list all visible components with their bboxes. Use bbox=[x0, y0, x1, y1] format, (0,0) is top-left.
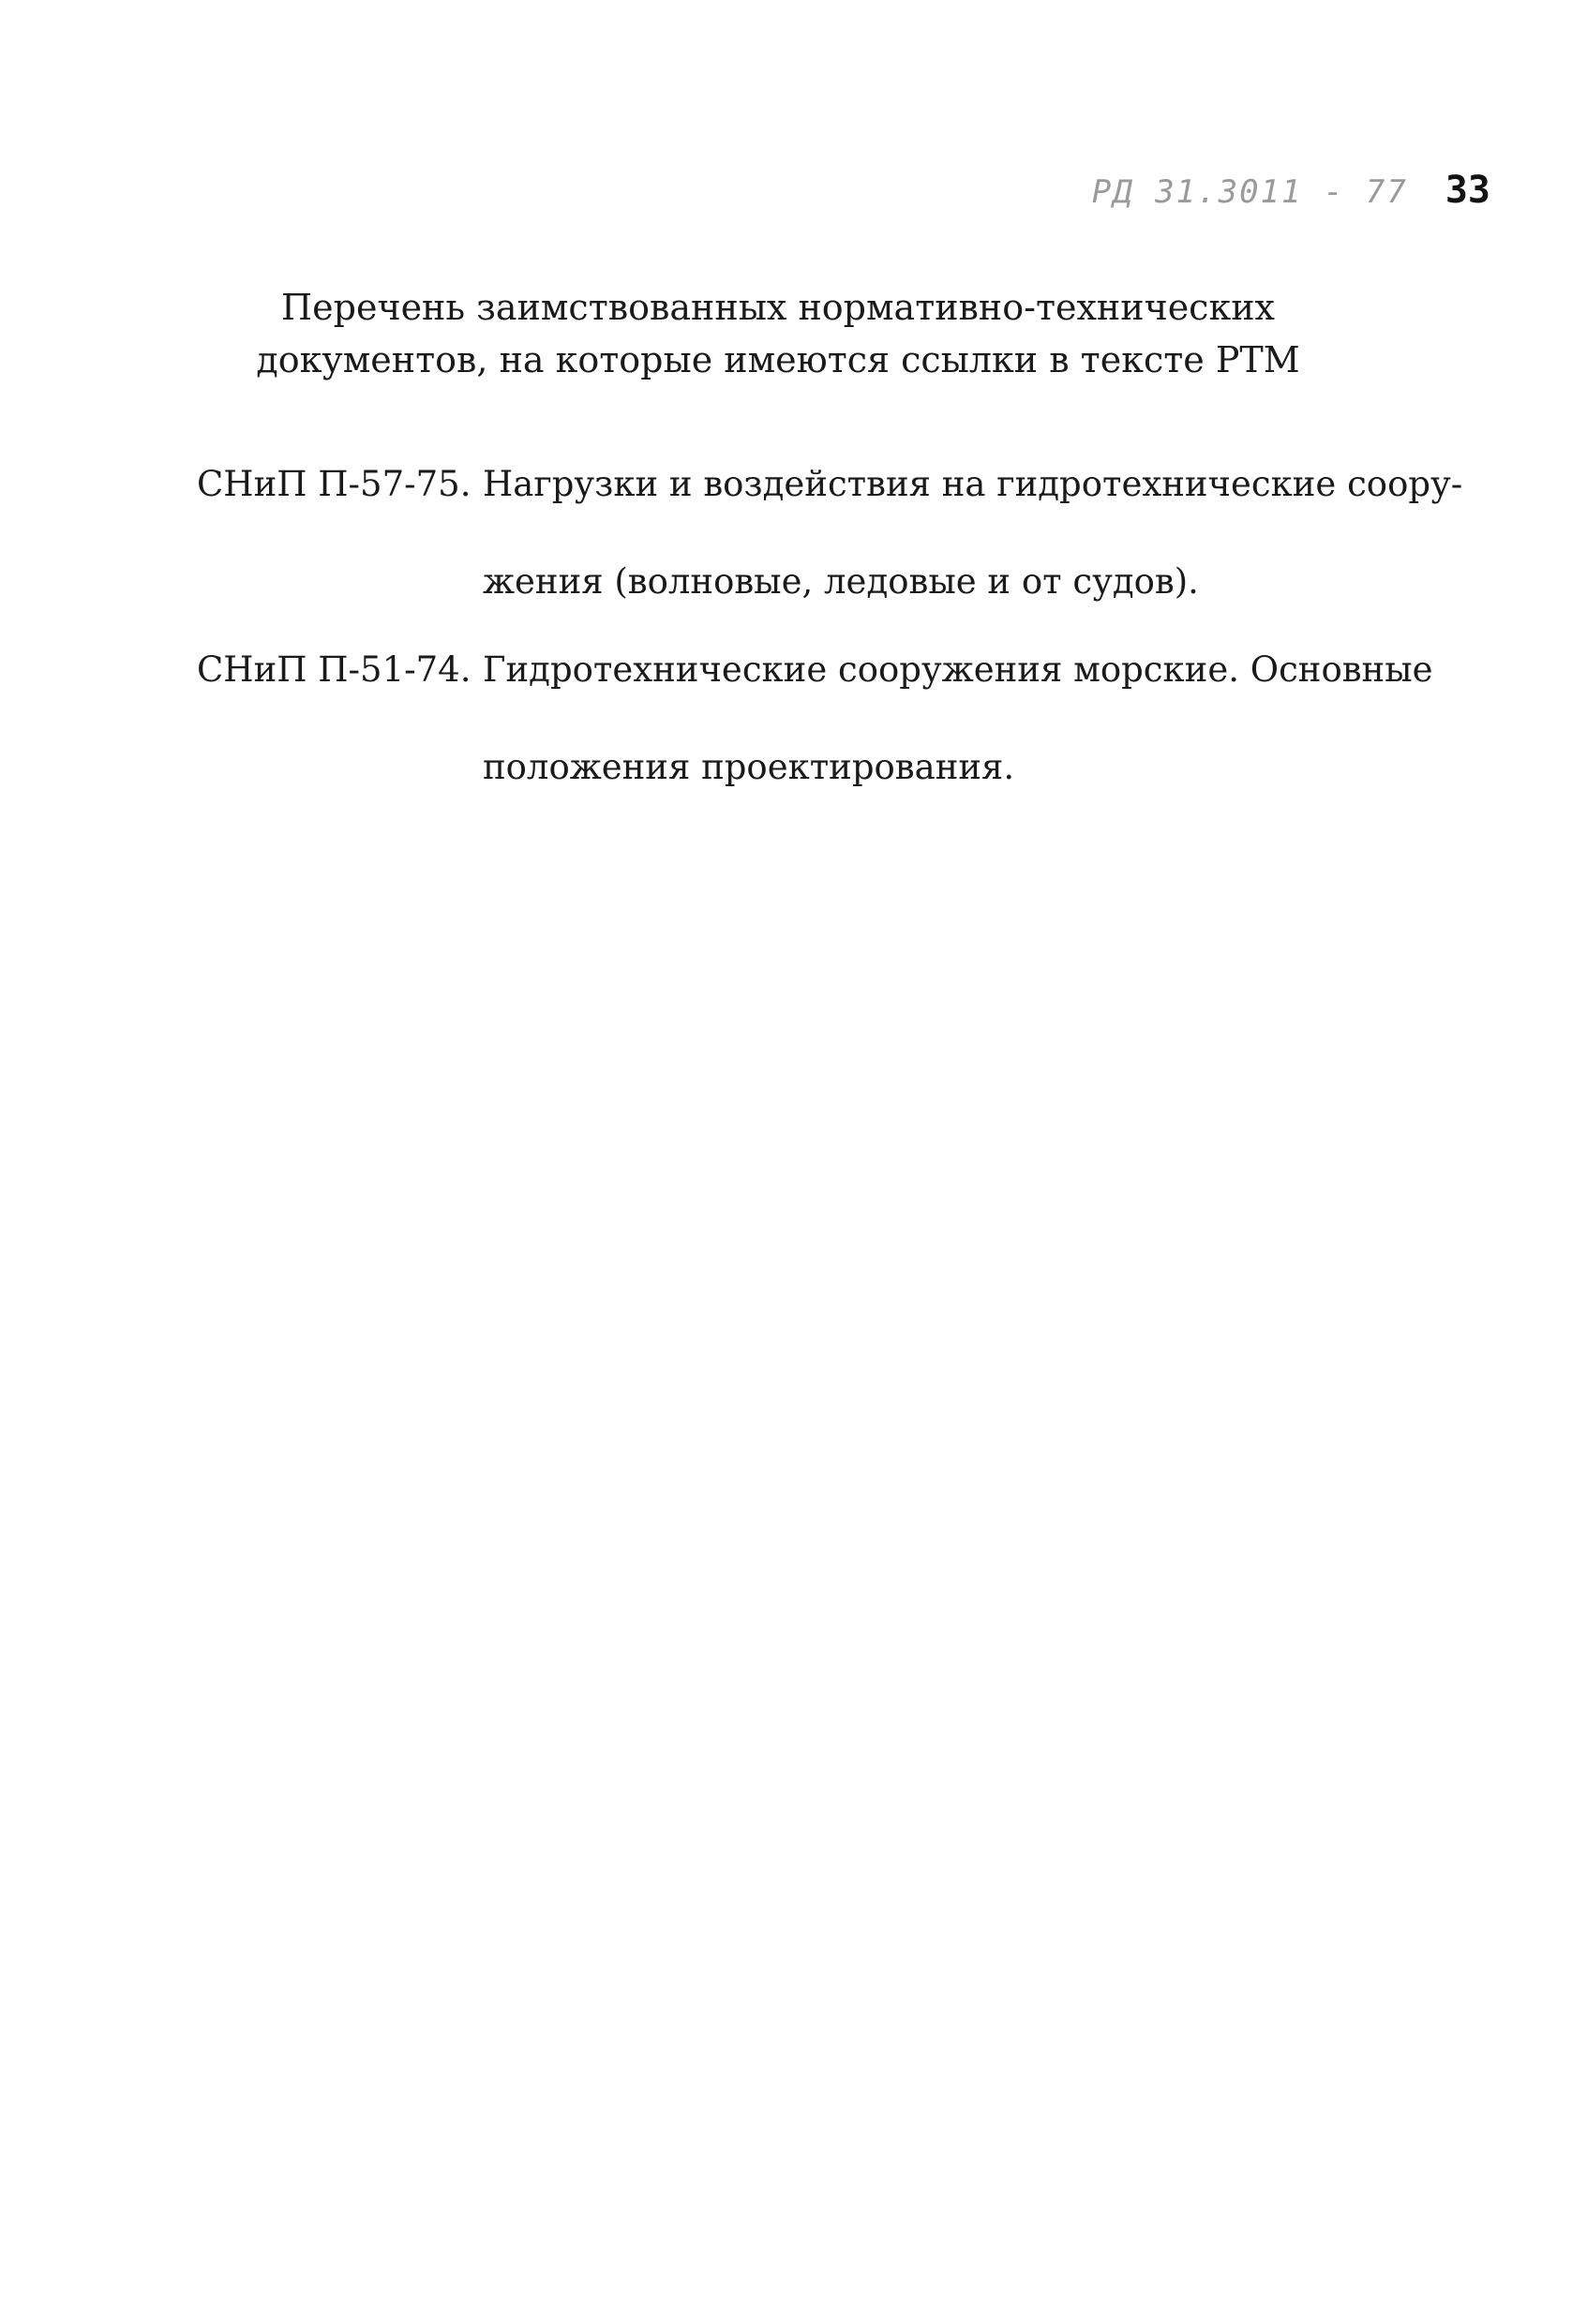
page-header bbox=[966, 169, 1490, 212]
reference-text-line-2: положения проектирования. bbox=[483, 747, 1015, 787]
reference-text bbox=[483, 649, 1433, 788]
title-line-2: документов, на которые имеются ссылки в тексте РТМ bbox=[256, 339, 1300, 380]
reference-list bbox=[197, 464, 1463, 835]
reference-text-line-2: жения (волновые, ледовые и от судов). bbox=[483, 561, 1199, 602]
document-code: РД 31.3011 - 77 bbox=[1091, 173, 1408, 211]
reference-text bbox=[483, 464, 1462, 603]
section-title bbox=[225, 281, 1331, 386]
reference-code: СНиП П-57-75. bbox=[197, 464, 472, 504]
reference-item bbox=[197, 649, 1433, 788]
page-number: 33 bbox=[1445, 169, 1490, 212]
reference-code: СНиП П-51-74. bbox=[197, 649, 472, 690]
title-line-1: Перечень заимствованных нормативно-технических bbox=[281, 287, 1275, 328]
reference-text-line-1: Нагрузки и воздействия на гидротехнические соору- bbox=[483, 464, 1463, 504]
reference-item bbox=[197, 464, 1463, 603]
reference-text-line-1: Гидротехнические сооружения морские. Основные bbox=[483, 649, 1433, 690]
